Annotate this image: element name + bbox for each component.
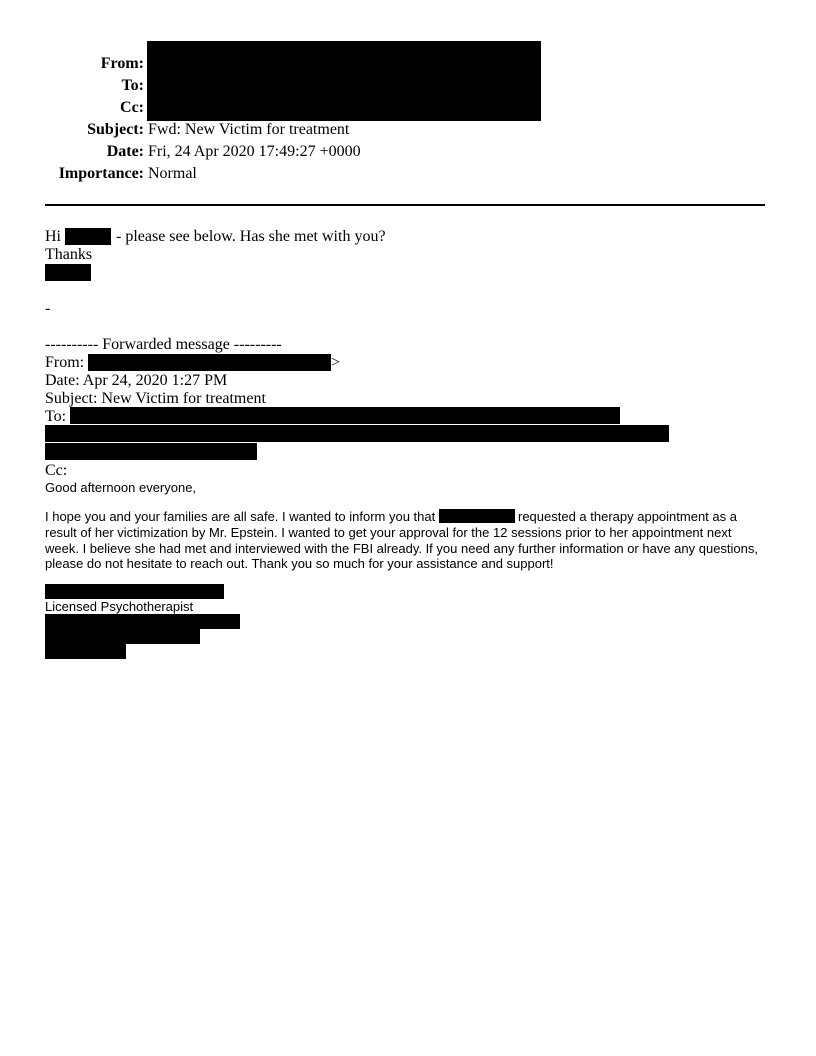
client-name-redaction <box>439 509 515 523</box>
from-label: From: <box>100 55 144 72</box>
forwarded-date: Date: Apr 24, 2020 1:27 PM <box>45 372 228 389</box>
paragraph-line-2: result of her victimization by Mr. Epstein. I wanted to get your approval for the 12 sessions prior to her appointment next <box>45 525 732 540</box>
greeting-text: - please see below. Has she met with you? <box>116 228 386 245</box>
forwarded-to-redaction-3 <box>45 443 257 460</box>
greeting-prefix: Hi <box>45 228 61 245</box>
date-label: Date: <box>106 143 144 160</box>
importance-value: Normal <box>148 165 197 182</box>
header-divider <box>45 204 765 206</box>
forwarded-to-redaction-2 <box>45 425 669 442</box>
forwarded-separator: ---------- Forwarded message --------- <box>45 336 282 353</box>
thanks-text: Thanks <box>45 246 93 263</box>
paragraph-line-1a: I hope you and your families are all safe. I wanted to inform you that <box>45 509 436 524</box>
cc-label: Cc: <box>120 99 144 116</box>
paragraph-line-4: please do not hesitate to reach out. Thank you so much for your assistance and support! <box>45 556 554 571</box>
to-label: To: <box>121 77 144 94</box>
greeting-name-redaction <box>65 228 111 245</box>
sender-name-redaction <box>45 264 91 281</box>
signature-line-redaction-2 <box>45 629 200 644</box>
forwarded-from-redaction <box>88 354 331 371</box>
signature-line-redaction-1 <box>45 614 240 629</box>
signature-title: Licensed Psychotherapist <box>45 599 194 614</box>
forwarded-cc-label: Cc: <box>45 462 68 479</box>
forwarded-from-label: From: <box>45 354 85 371</box>
header-recipients-redaction <box>147 41 541 121</box>
paragraph-line-3: week. I believe she had met and interviewed with the FBI already. If you need any further information or have any questions, <box>45 541 758 556</box>
signature-line-redaction-3 <box>45 644 126 659</box>
importance-label: Importance: <box>58 165 144 182</box>
forwarded-to-redaction-1 <box>70 407 620 424</box>
forwarded-salutation: Good afternoon everyone, <box>45 480 197 495</box>
forwarded-to-label: To: <box>45 408 67 425</box>
signature-name-redaction <box>45 584 224 599</box>
paragraph-line-1b: requested a therapy appointment as a <box>518 509 737 524</box>
signature-dash: - <box>45 300 51 317</box>
forwarded-from-suffix: > <box>331 354 341 371</box>
subject-value: Fwd: New Victim for treatment <box>148 121 350 138</box>
subject-label: Subject: <box>87 121 144 138</box>
date-value: Fri, 24 Apr 2020 17:49:27 +0000 <box>148 143 361 160</box>
forwarded-subject: Subject: New Victim for treatment <box>45 390 266 407</box>
